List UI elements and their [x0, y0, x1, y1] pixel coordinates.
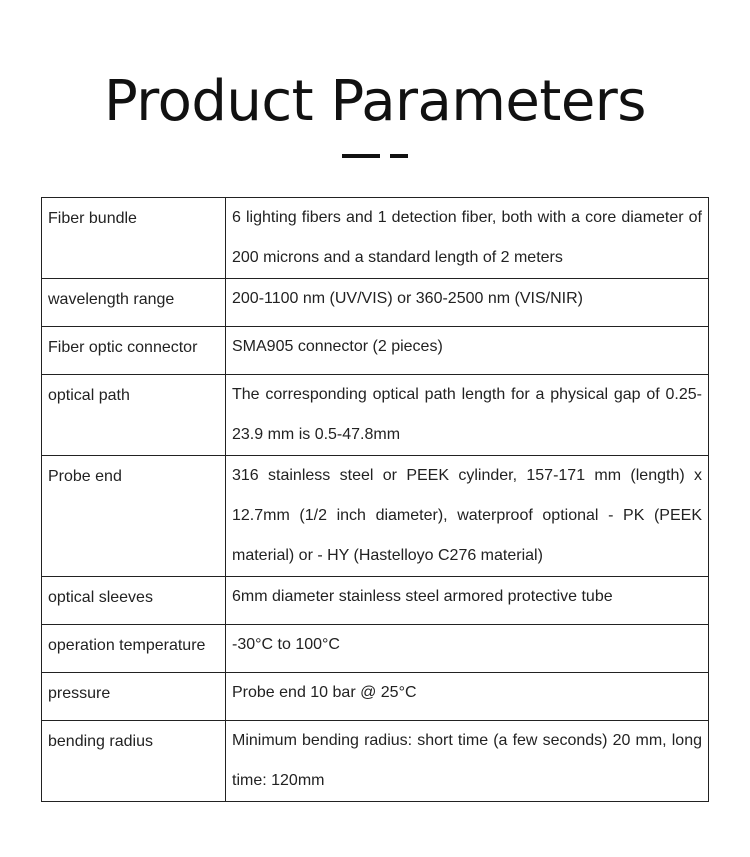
page-title: Product Parameters	[104, 69, 646, 134]
parameter-name: Probe end	[42, 456, 226, 577]
table-row	[42, 375, 709, 456]
parameters-table	[41, 197, 709, 802]
parameter-value: 6 lighting fibers and 1 detection fiber, both with a core diameter of 200 microns and a standard length of 2 meters	[226, 198, 709, 279]
parameter-name: bending radius	[42, 721, 226, 802]
parameter-value: SMA905 connector (2 pieces)	[226, 327, 709, 375]
parameter-value: Probe end 10 bar @ 25°C	[226, 673, 709, 721]
parameter-name: operation temperature	[42, 625, 226, 673]
table-row	[42, 198, 709, 279]
table-row	[42, 625, 709, 673]
table-row	[42, 279, 709, 327]
parameter-name: wavelength range	[42, 279, 226, 327]
parameter-value: The corresponding optical path length for a physical gap of 0.25-23.9 mm is 0.5-47.8mm	[226, 375, 709, 456]
table-row	[42, 721, 709, 802]
parameter-name: pressure	[42, 673, 226, 721]
table-row	[42, 577, 709, 625]
parameter-value: Minimum bending radius: short time (a few seconds) 20 mm, long time: 120mm	[226, 721, 709, 802]
table-row	[42, 673, 709, 721]
table-row	[42, 327, 709, 375]
title-divider-long	[342, 154, 380, 158]
parameter-value: 316 stainless steel or PEEK cylinder, 157-171 mm (length) x 12.7mm (1/2 inch diameter), waterproof optional - PK (PEEK material) or - HY (Hastelloyo C276 material)	[226, 456, 709, 577]
parameter-name: Fiber optic connector	[42, 327, 226, 375]
parameter-value: 200-1100 nm (UV/VIS) or 360-2500 nm (VIS/NIR)	[226, 279, 709, 327]
parameter-name: optical sleeves	[42, 577, 226, 625]
title-divider-short	[390, 154, 408, 158]
parameter-name: optical path	[42, 375, 226, 456]
table-row	[42, 456, 709, 577]
parameter-value: -30°C to 100°C	[226, 625, 709, 673]
parameter-name: Fiber bundle	[42, 198, 226, 279]
parameter-value: 6mm diameter stainless steel armored protective tube	[226, 577, 709, 625]
